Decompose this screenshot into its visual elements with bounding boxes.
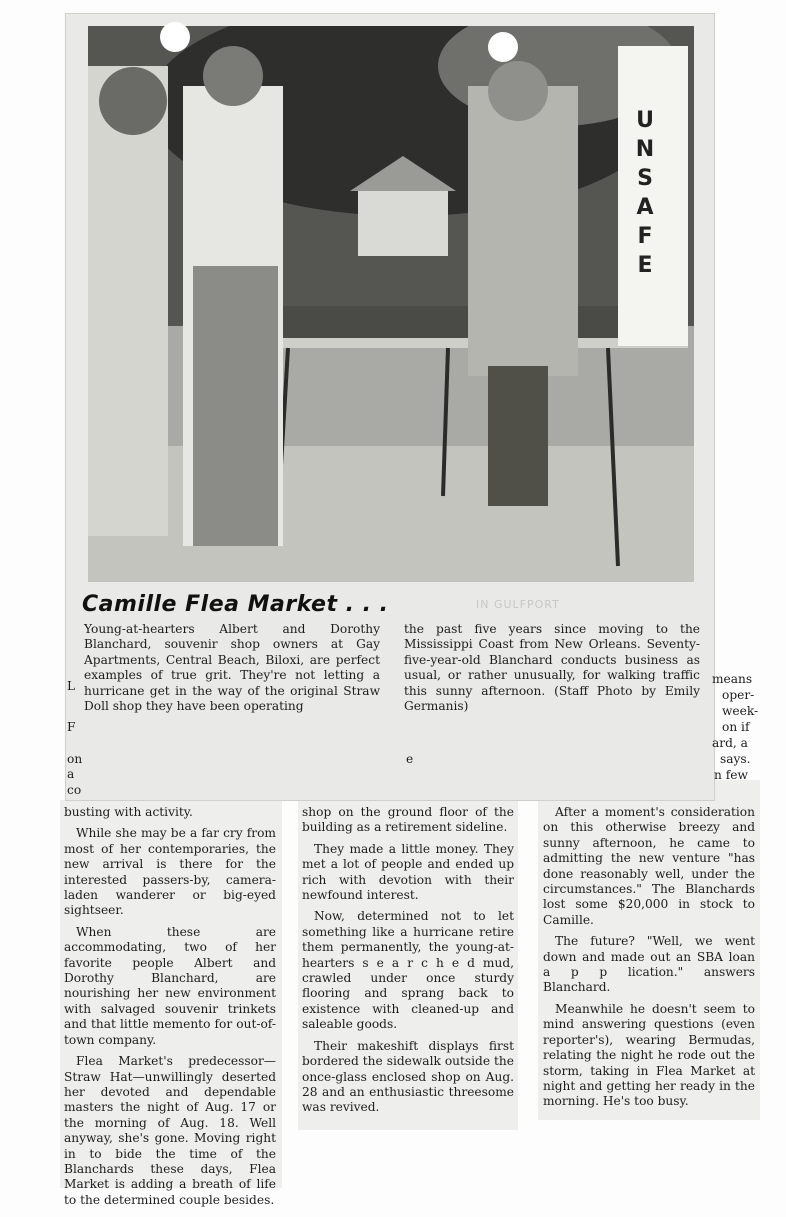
right-fragment: ard, a [712, 736, 748, 750]
paragraph: Their makeshift displays first bordered the sidewalk outside the once-glass enclosed shop on Aug. 28 and an enthusiastic threesome was revived. [302, 1038, 514, 1115]
paragraph: They made a little money. They met a lot of people and ended up rich with devotion with their newfound interest. [302, 841, 514, 903]
paragraph: When these are accommodating, two of her favorite people Albert and Dorothy Blanchard, are nourishing her new environment with salvaged souvenir trinkets and that little memento for out-of-town company. [64, 924, 276, 1047]
right-fragment: n few [714, 768, 748, 782]
photo-scene [88, 26, 694, 582]
right-fragment: on if [722, 720, 750, 734]
right-fragment: means [712, 672, 753, 686]
article-column-1 [64, 805, 276, 1214]
caption-left: Young-at-hearters Albert and Dorothy Blanchard, souvenir shop owners at Gay Apartments, Central Beach, Biloxi, are perfect examples of true grit. They're not letting a hurricane get in the way of the original Straw Doll shop they have been operating [84, 622, 380, 714]
left-fragment: a [67, 767, 75, 781]
unsafe-sign-text: UNSAFE [635, 108, 655, 278]
paragraph: Flea Market's predecessor—Straw Hat—unwillingly deserted her devoted and dependable masters the night of Aug. 17 or the morning of Aug. 18. Well anyway, she's gone. Moving right in to bide the time of the Blanchards these days, Flea Market is adding a breath of life to the determined couple besides. [64, 1054, 276, 1207]
paragraph: The future? "Well, we went down and made out an SBA loan a p p lication." answers Blanchard. [543, 934, 755, 995]
left-fragment: F [67, 720, 76, 734]
paragraph: Now, determined not to let something like a hurricane retire them permanently, the young-at-hearters s e a r c h e d mud, crawled under once sturdy flooring and sprang back to existence with cleaned-up and saleable goods. [302, 909, 514, 1032]
paragraph: While she may be a far cry from most of her contemporaries, the new arrival is there for the interested passers-by, camera-laden wanderer or big-eyed sightseer. [64, 826, 276, 918]
paragraph: Meanwhile he doesn't seem to mind answering questions (even reporter's), wearing Bermudas, relating the night he rode out the storm, taking in Flea Market at night and getting her ready in the morning. He's too busy. [543, 1001, 755, 1109]
article-column-2 [302, 805, 514, 1122]
left-fragment: L [67, 679, 76, 693]
paragraph: shop on the ground floor of the building as a retirement sideline. [302, 805, 514, 835]
news-photo [88, 26, 694, 582]
paragraph: busting with activity. [64, 805, 193, 819]
headline: Camille Flea Market . . . [82, 592, 389, 617]
center-mark: e [406, 752, 414, 766]
left-fragment: co [67, 783, 82, 797]
punch-hole-right [488, 32, 518, 62]
caption-right: the past five years since moving to the Mississippi Coast from New Orleans. Seventy-five-year-old Blanchard conducts business as usual, or rather unusually, for walking traffic this sunny afternoon. (Staff Photo by Emily Germanis) [404, 622, 700, 714]
paragraph: After a moment's consideration on this otherwise breezy and sunny afternoon, he came to admitting the new venture "has done reasonably well, under the circumstances." The Blanchards lost some $20,000 in stock to Camille. [543, 805, 755, 927]
right-fragment: week- [722, 704, 759, 718]
article-column-3 [543, 805, 755, 1116]
left-fragment: on [67, 752, 83, 766]
right-fragment: oper- [722, 688, 755, 702]
right-fragment: says. [720, 752, 751, 766]
bleed-through-text: IN GULFPORT [476, 598, 560, 611]
punch-hole-left [160, 22, 190, 52]
